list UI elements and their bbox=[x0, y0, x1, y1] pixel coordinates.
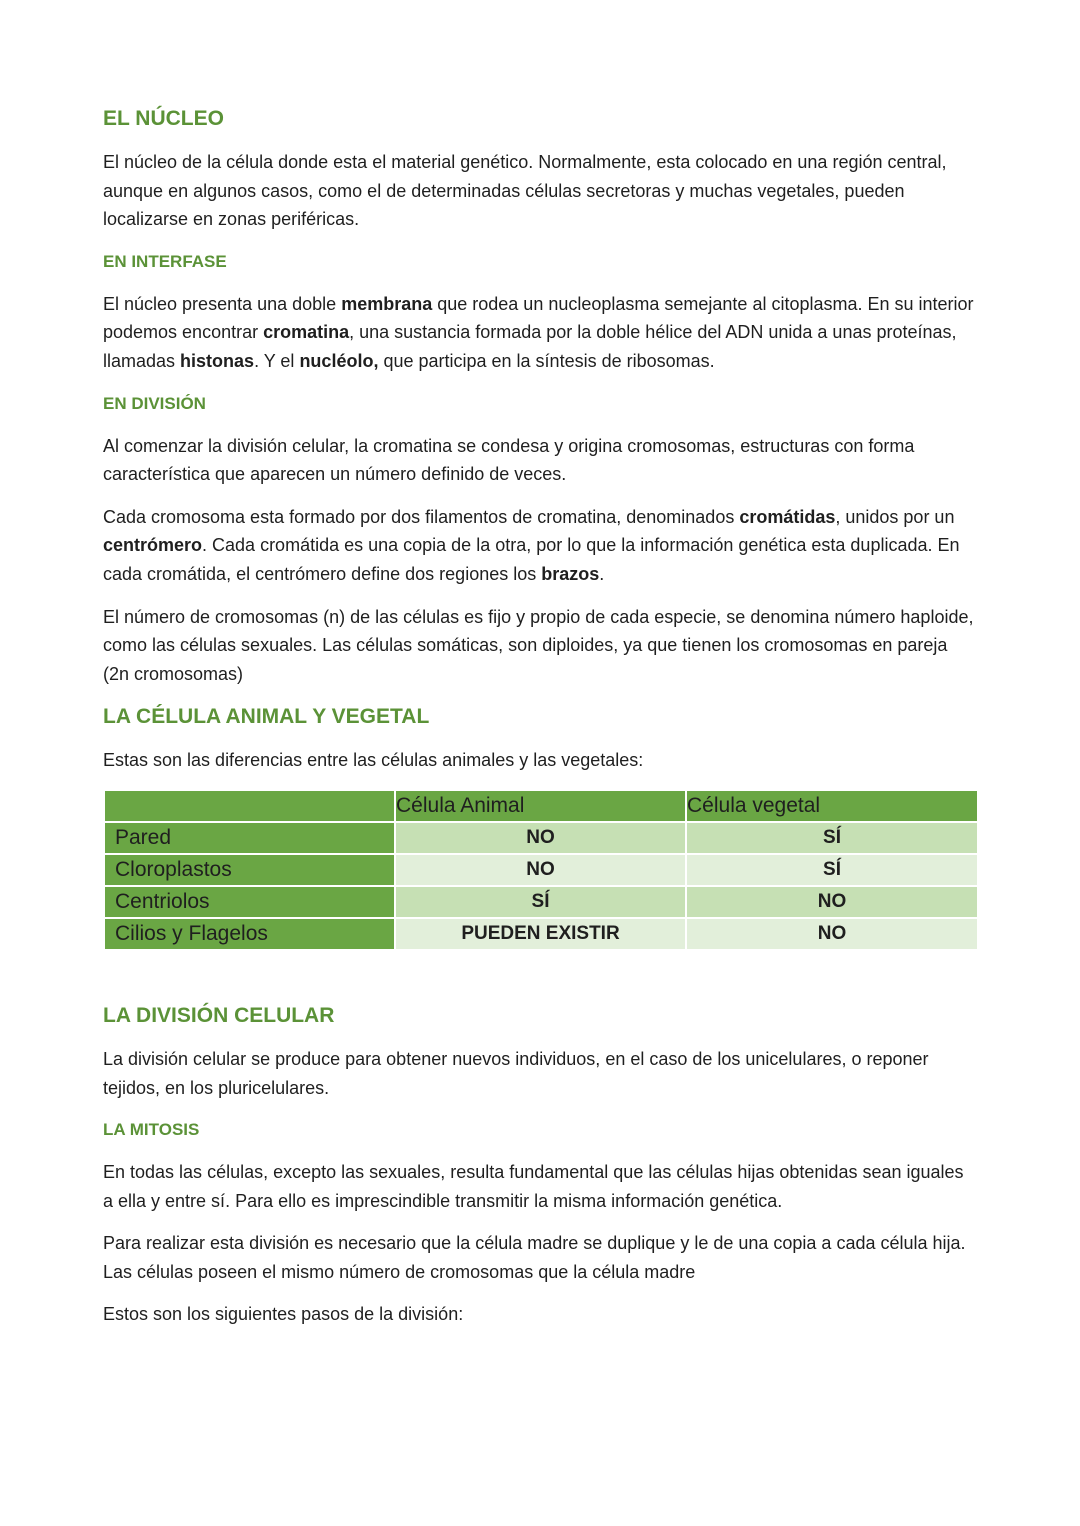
row-label: Pared bbox=[104, 822, 395, 854]
text-run: Cada cromosoma esta formado por dos filamentos de cromatina, denominados bbox=[103, 506, 740, 527]
table-header-cell bbox=[104, 790, 395, 822]
cell-vegetal: NO bbox=[686, 886, 978, 918]
term-cromatidas: cromátidas bbox=[739, 506, 836, 527]
text-run: . Cada cromátida es una copia de la otra, por lo que la información genética esta duplicada. En cada cromátida, el centrómero define dos regiones los bbox=[103, 535, 960, 584]
cell-animal: NO bbox=[395, 854, 686, 886]
paragraph-mitosis-3: Estos son los siguientes pasos de la división: bbox=[103, 1304, 464, 1325]
paragraph-mitosis-1: En todas las células, excepto las sexuales, resulta fundamental que las células hijas obtenidas sean iguales a ella y entre sí. Para ello es imprescindible transmitir la misma información genética. bbox=[103, 1162, 964, 1211]
row-label: Centriolos bbox=[104, 886, 395, 918]
subsection-title-division: EN DIVISIÓN bbox=[103, 393, 206, 413]
text-run: . Y el bbox=[254, 350, 300, 371]
paragraph-nucleo-intro: El núcleo de la célula donde esta el material genético. Normalmente, esta colocado en una región central, aunque en algunos casos, como el de determinadas células secretoras y muchas vegetales, pueden localizarse en zonas periféricas. bbox=[103, 152, 947, 230]
section-title-division-celular: LA DIVISIÓN CELULAR bbox=[103, 1003, 335, 1027]
cell-vegetal: SÍ bbox=[686, 822, 978, 854]
text-run: El núcleo presenta una doble bbox=[103, 293, 342, 314]
row-label: Cilios y Flagelos bbox=[104, 918, 395, 950]
term-membrana: membrana bbox=[341, 293, 433, 314]
term-cromatina: cromatina bbox=[263, 322, 350, 343]
table-header-cell: Célula vegetal bbox=[686, 790, 978, 822]
term-centromero: centrómero bbox=[103, 535, 203, 556]
section-title-celula: LA CÉLULA ANIMAL Y VEGETAL bbox=[103, 705, 430, 729]
term-histonas: histonas bbox=[180, 350, 255, 371]
paragraph-interfase bbox=[103, 290, 978, 376]
paragraph-division-1: Al comenzar la división celular, la cromatina se condesa y origina cromosomas, estructuras con forma característica que aparecen un número definido de veces. bbox=[103, 435, 915, 485]
cell-animal: PUEDEN EXISTIR bbox=[395, 918, 686, 950]
paragraph-division-3: El número de cromosomas (n) de las células es fijo y propio de cada especie, se denomina número haploide, como las células sexuales. Las células somáticas, son diploides, ya que tienen los cromosomas en pareja (2n cromosomas) bbox=[103, 606, 974, 684]
cell-animal: NO bbox=[395, 822, 686, 854]
text-run: , una sustancia formada por la doble hélice del ADN unida a unas proteínas, llamadas bbox=[103, 322, 957, 371]
subsection-title-mitosis: LA MITOSIS bbox=[103, 1120, 200, 1140]
text-run: que rodea un nucleoplasma semejante al citoplasma. En su interior podemos encontrar bbox=[103, 293, 974, 343]
cell-vegetal: NO bbox=[686, 918, 978, 950]
document-body bbox=[103, 102, 978, 1329]
text-run: . bbox=[599, 563, 605, 584]
term-brazos: brazos bbox=[541, 563, 600, 584]
text-run: , unidos por un bbox=[835, 506, 955, 527]
table-header-row bbox=[104, 790, 978, 822]
row-label: Cloroplastos bbox=[104, 854, 395, 886]
paragraph-mitosis-2: Para realizar esta división es necesario que la célula madre se duplique y le de una copia a cada célula hija. Las células poseen el mismo número de cromosomas que la célula madre bbox=[103, 1233, 966, 1282]
table-row bbox=[104, 918, 978, 950]
subsection-title-interfase: EN INTERFASE bbox=[103, 251, 227, 271]
paragraph-division-2 bbox=[103, 503, 978, 589]
paragraph-celula-intro: Estas son las diferencias entre las células animales y las vegetales: bbox=[103, 750, 644, 771]
table-row bbox=[104, 822, 978, 854]
table-row bbox=[104, 886, 978, 918]
table-header-cell: Célula Animal bbox=[395, 790, 686, 822]
cell-vegetal: SÍ bbox=[686, 854, 978, 886]
text-run: que participa en la síntesis de ribosomas. bbox=[378, 350, 715, 371]
comparison-table bbox=[103, 789, 979, 951]
cell-animal: SÍ bbox=[395, 886, 686, 918]
term-nucleolo: nucléolo, bbox=[299, 350, 379, 371]
paragraph-divcel-intro: La división celular se produce para obtener nuevos individuos, en el caso de los unicelulares, o reponer tejidos, en los pluricelulares. bbox=[103, 1048, 929, 1098]
table-row bbox=[104, 854, 978, 886]
section-title-nucleo: EL NÚCLEO bbox=[103, 107, 224, 130]
